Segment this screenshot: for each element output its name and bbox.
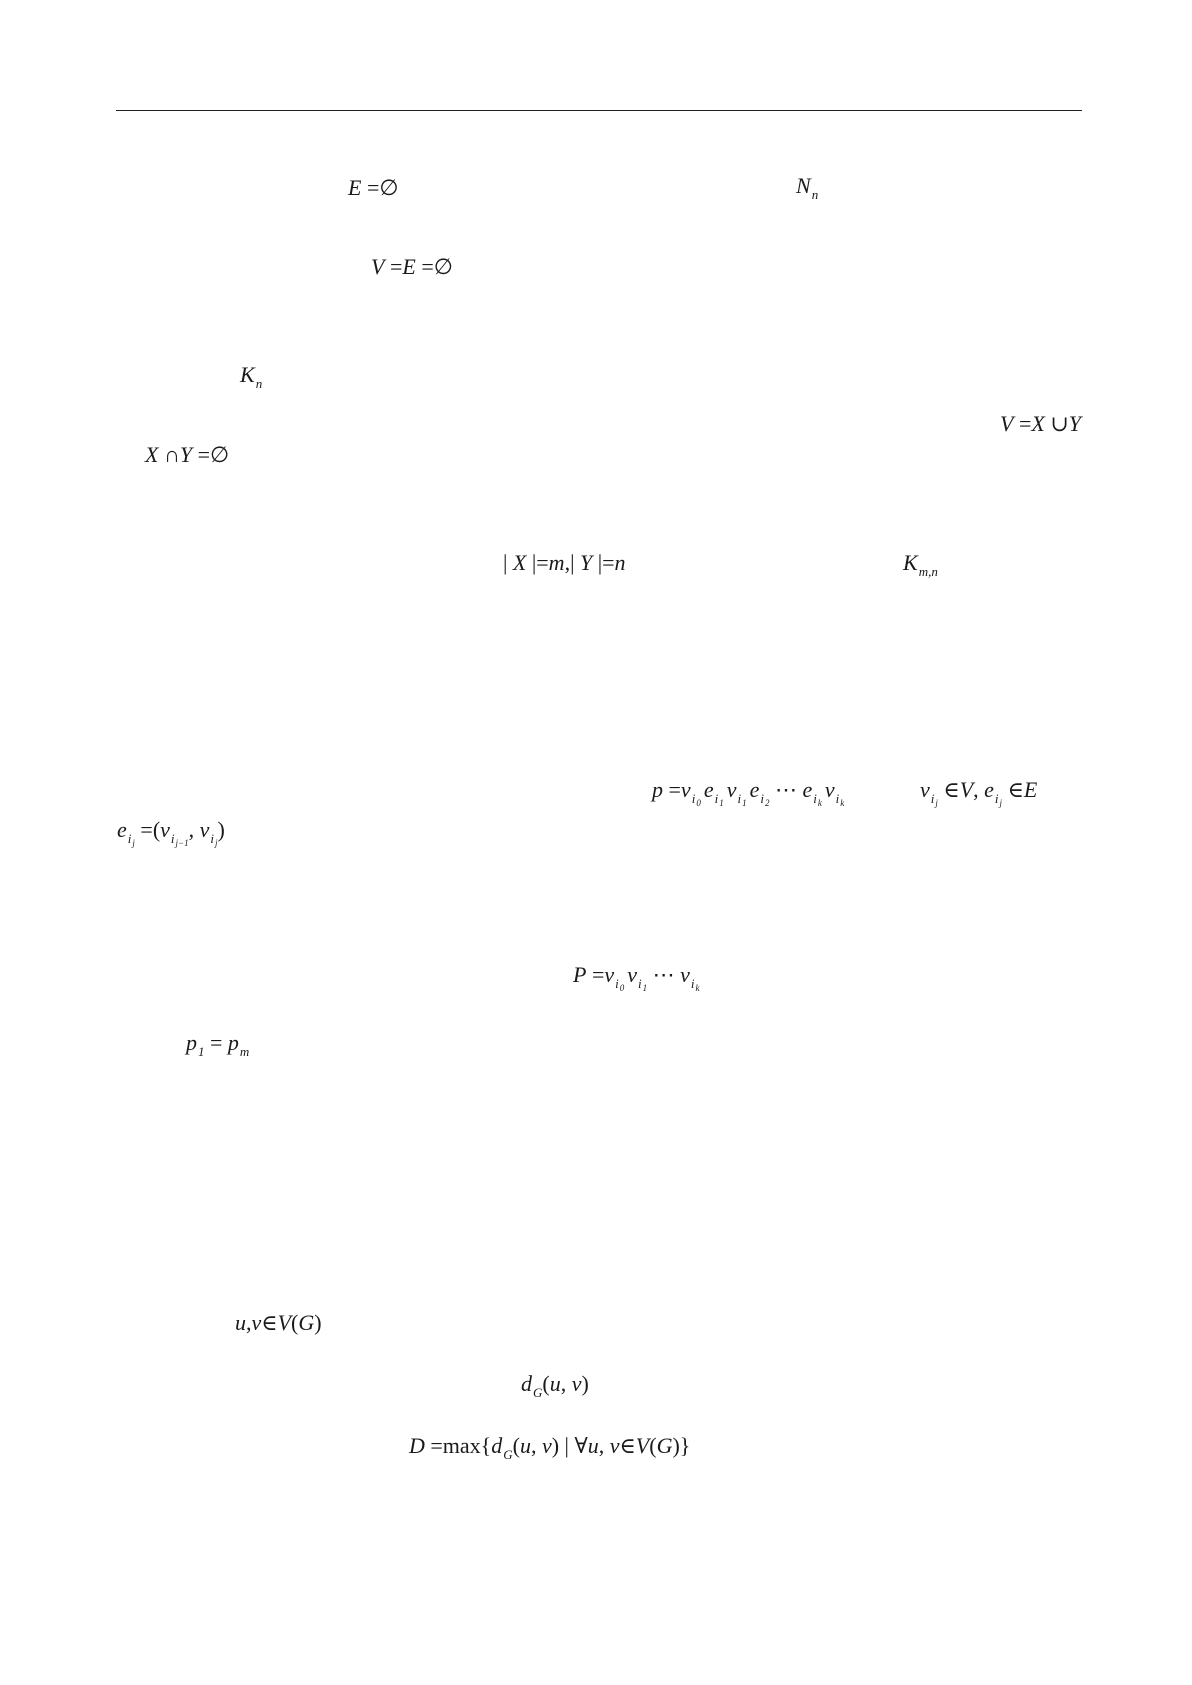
math-operator-symbol: ) [217, 817, 225, 842]
math-variable-symbol: K [240, 362, 255, 387]
formula-complete-bipartite [903, 550, 938, 579]
math-variable-symbol: v [571, 1371, 582, 1396]
math-subscript-text: G [503, 1447, 513, 1462]
math-variable [252, 1310, 262, 1336]
math-operator-symbol: ∈ [1002, 777, 1024, 802]
formula-walk-membership [920, 777, 1037, 807]
math-subscript-text: i [127, 831, 132, 846]
math-variable-symbol: P [573, 962, 587, 987]
math-subscript-text: i [737, 791, 742, 806]
math-variable [920, 777, 938, 807]
math-operator [314, 1310, 321, 1336]
math-subscript-text: i [994, 791, 999, 806]
math-subscript-text: m,n [918, 564, 938, 579]
math-sub-subscript: k [817, 798, 822, 808]
math-operator-symbol: | [503, 550, 513, 575]
math-subscript [210, 831, 217, 846]
math-subscript [503, 1447, 512, 1462]
formula-empty-edge-set [348, 175, 399, 201]
formula-empty-graph [371, 254, 453, 280]
math-operator [649, 1433, 656, 1459]
math-variable [1031, 411, 1044, 437]
math-variable [657, 1433, 673, 1459]
math-variable-symbol: u [587, 1433, 599, 1458]
math-variable [627, 962, 647, 992]
math-subscript-text: i [690, 976, 695, 991]
math-subscript-text: i [813, 791, 817, 806]
math-operator-symbol: ) [314, 1310, 322, 1335]
math-operator-symbol: , [560, 1371, 572, 1396]
math-variable-symbol: v [726, 777, 737, 802]
math-variable [145, 442, 158, 468]
math-subscript-text: 1 [198, 1044, 205, 1059]
math-variable-symbol: X [1031, 411, 1045, 436]
math-variable-symbol: u [549, 1371, 561, 1396]
math-subscript-text: i [638, 976, 642, 991]
formula-closed-walk [186, 1030, 249, 1059]
math-operator-symbol: ( [649, 1433, 657, 1458]
math-variable [580, 550, 592, 576]
math-operator-symbol: = [663, 777, 681, 802]
math-operator [1002, 777, 1024, 803]
math-subscript [240, 1044, 249, 1059]
math-variable-symbol: v [604, 962, 615, 987]
math-operator [261, 1310, 277, 1336]
math-variable [228, 1030, 249, 1059]
math-variable [278, 1310, 291, 1336]
math-operator [531, 1433, 542, 1459]
math-variable [572, 1371, 582, 1397]
math-operator [384, 254, 402, 280]
math-operator-symbol: ( [512, 1433, 520, 1458]
math-subscript-text: i [210, 831, 214, 846]
math-variable [409, 1433, 425, 1459]
math-operator [973, 777, 984, 803]
math-variable [573, 962, 586, 988]
math-variable [727, 777, 747, 807]
math-subscript [760, 791, 769, 806]
math-operator-symbol: ) | ∀ [551, 1433, 588, 1458]
math-operator-symbol: , [530, 1433, 542, 1458]
math-variable-symbol: n [614, 550, 626, 575]
math-variable [186, 1030, 205, 1059]
math-subscript-text: i [691, 791, 696, 806]
math-variable [1024, 777, 1037, 803]
formula-part-sizes [503, 550, 626, 576]
math-operator-symbol: =∅ [415, 254, 453, 279]
math-operator-symbol: ∩ [158, 442, 180, 467]
math-operator [291, 1310, 298, 1336]
math-operator-symbol: ∈ [619, 1433, 636, 1458]
math-operator [620, 1433, 636, 1459]
math-variable-symbol: E [348, 175, 362, 200]
math-variable-symbol: v [824, 777, 835, 802]
math-variable-symbol: e [749, 777, 760, 802]
math-operator [192, 442, 229, 468]
math-subscript [737, 791, 746, 806]
math-subscript-text: i [714, 791, 719, 806]
math-variable-symbol: u [235, 1310, 246, 1335]
math-sub-subscript: j [999, 798, 1003, 808]
math-operator-symbol: =∅ [192, 442, 230, 467]
math-variable [1069, 411, 1081, 437]
formula-null-graph [796, 173, 818, 202]
math-subscript-text: n [811, 187, 819, 202]
math-variable-symbol: v [160, 817, 170, 842]
math-subscript [256, 376, 263, 391]
math-operator [663, 777, 681, 803]
math-operator-symbol: ∈ [261, 1310, 278, 1335]
math-variable [549, 550, 565, 576]
math-operator [769, 777, 802, 803]
math-sub-subscript: 1 [719, 798, 724, 808]
math-variable-symbol: p [186, 1030, 197, 1055]
math-operator-symbol: ) [581, 1371, 589, 1396]
math-variable [825, 777, 844, 807]
math-variable [960, 777, 973, 803]
math-variable-symbol: v [920, 777, 930, 802]
math-operator [205, 1030, 228, 1056]
math-variable [200, 817, 218, 847]
math-operator [425, 1433, 491, 1459]
math-variable [615, 550, 626, 576]
math-operator [416, 254, 453, 280]
math-operator [938, 777, 960, 803]
math-operator [135, 817, 160, 843]
math-variable [636, 1433, 649, 1459]
math-variable-symbol: d [521, 1371, 532, 1396]
math-subscript [615, 976, 624, 991]
math-variable [520, 1433, 531, 1459]
math-operator [586, 962, 604, 988]
math-operator [526, 550, 548, 576]
math-subscript [171, 831, 189, 846]
math-operator-symbol: ⋯ [769, 777, 803, 802]
math-subscript-text: i [930, 791, 935, 806]
math-variable-symbol: v [199, 817, 210, 842]
math-variable [542, 1433, 552, 1459]
math-operator [561, 1371, 572, 1397]
math-variable [903, 550, 938, 579]
math-variable-symbol: E [402, 254, 416, 279]
math-variable-symbol: v [627, 962, 638, 987]
formula-vertex-pair [235, 1310, 322, 1336]
math-subscript-text: i [170, 831, 175, 846]
math-subscript [919, 564, 938, 579]
formula-disjoint-parts [145, 442, 229, 468]
math-operator-symbol: = [586, 962, 605, 987]
math-variable-symbol: e [984, 777, 994, 802]
math-variable-symbol: Y [579, 550, 593, 575]
math-variable [550, 1371, 561, 1397]
math-variable-symbol: Y [1068, 411, 1081, 436]
formula-complete-graph [240, 362, 262, 391]
math-operator-symbol: =( [134, 817, 161, 842]
formula-path [573, 962, 700, 992]
math-variable-symbol: G [298, 1310, 315, 1335]
math-variable [681, 777, 701, 807]
header-rule [116, 110, 1082, 111]
math-operator-symbol: ∪ [1044, 411, 1069, 436]
math-operator-symbol: ( [542, 1371, 550, 1396]
math-variable-symbol: v [680, 962, 690, 987]
formula-walk-edge [117, 817, 225, 847]
math-operator [552, 1433, 588, 1459]
math-variable-symbol: E [1023, 777, 1038, 802]
math-variable-symbol: v [680, 777, 691, 802]
math-variable [802, 777, 821, 807]
math-variable [491, 1433, 512, 1462]
math-variable [1000, 411, 1013, 437]
math-variable-symbol: p [227, 1030, 239, 1055]
math-sub-subscript: 2 [764, 798, 770, 808]
math-operator [218, 817, 225, 843]
math-subscript [638, 976, 647, 991]
math-operator-symbol: ∈ [937, 777, 960, 802]
math-variable-symbol: m [548, 550, 565, 575]
math-variable-symbol: v [609, 1433, 620, 1458]
math-variable [348, 175, 361, 201]
math-sub-subscript: 0 [696, 798, 701, 808]
math-operator-symbol: ( [291, 1310, 299, 1335]
math-variable [298, 1310, 314, 1336]
math-variable-symbol: e [703, 777, 714, 802]
math-operator-symbol: )} [672, 1433, 691, 1458]
math-variable-symbol: V [277, 1310, 292, 1335]
math-variable-symbol: V [959, 777, 974, 802]
math-variable [117, 817, 135, 847]
math-operator-symbol: |= [526, 550, 549, 575]
math-operator-symbol: =max{ [424, 1433, 492, 1458]
math-subscript [128, 831, 135, 846]
math-variable-symbol: V [371, 254, 385, 279]
math-variable-symbol: v [541, 1433, 552, 1458]
math-operator [361, 175, 398, 201]
math-subscript [692, 791, 701, 806]
math-subscript [836, 791, 845, 806]
math-variable-symbol: V [999, 411, 1014, 436]
math-sub-subscript: 0 [619, 983, 625, 993]
math-operator [1045, 411, 1069, 437]
math-variable-symbol: G [656, 1433, 673, 1458]
math-sub-subscript: 1 [642, 983, 648, 993]
math-variable-symbol: K [903, 550, 918, 575]
math-variable [402, 254, 415, 280]
math-operator [189, 817, 200, 843]
math-variable [521, 1371, 542, 1400]
math-operator [647, 962, 680, 988]
math-operator [513, 1433, 520, 1459]
math-operator [158, 442, 179, 468]
math-variable [180, 442, 192, 468]
math-variable-symbol: Y [179, 442, 193, 467]
math-subscript [715, 791, 724, 806]
math-variable-symbol: X [512, 550, 527, 575]
math-operator-symbol: |= [592, 550, 615, 575]
math-sub-subscript: k [695, 983, 700, 993]
math-operator [592, 550, 614, 576]
math-subscript [995, 791, 1002, 806]
math-variable [371, 254, 384, 280]
math-subscript [812, 187, 819, 202]
math-operator [672, 1433, 690, 1459]
formula-vertex-partition [1000, 411, 1081, 437]
math-subscript [533, 1385, 542, 1400]
math-variable [652, 777, 663, 803]
math-sub-subscript: k [840, 798, 845, 808]
math-operator-symbol: = [1013, 411, 1032, 436]
math-variable [704, 777, 724, 807]
math-subscript-text: n [255, 376, 263, 391]
formula-diameter [409, 1433, 690, 1462]
math-operator-symbol: ,| [564, 550, 580, 575]
math-variable [680, 962, 699, 992]
math-subscript-text: m [239, 1044, 250, 1059]
math-operator [599, 1433, 610, 1459]
math-operator [565, 550, 580, 576]
math-variable [796, 173, 818, 202]
math-variable [750, 777, 770, 807]
math-variable [984, 777, 1002, 807]
math-subscript-text: G [533, 1385, 543, 1400]
math-sub-subscript: j−1 [175, 838, 189, 848]
math-operator-symbol: , [973, 777, 985, 802]
math-variable [160, 817, 188, 847]
math-operator [503, 550, 513, 576]
math-variable-symbol: e [117, 817, 127, 842]
math-variable-symbol: D [409, 1433, 425, 1458]
math-variable-symbol: d [491, 1433, 503, 1458]
math-operator-symbol: , [598, 1433, 610, 1458]
math-variable [604, 962, 624, 992]
math-sub-subscript: j [935, 798, 938, 808]
math-subscript [813, 791, 822, 806]
math-variable-symbol: e [802, 777, 813, 802]
math-subscript [931, 791, 938, 806]
math-operator [542, 1371, 549, 1397]
math-subscript-text: i [835, 791, 840, 806]
math-variable-symbol: X [145, 442, 159, 467]
math-subscript [691, 976, 700, 991]
formula-distance [521, 1371, 589, 1400]
math-variable-symbol: p [652, 777, 663, 802]
math-variable-symbol: v [251, 1310, 262, 1335]
math-sub-subscript: 1 [742, 798, 747, 808]
math-variable [513, 550, 526, 576]
math-variable [588, 1433, 599, 1459]
math-operator-symbol: =∅ [361, 175, 399, 200]
math-variable [235, 1310, 246, 1336]
math-subscript [198, 1044, 205, 1059]
math-variable [240, 362, 262, 391]
math-operator-symbol: = [384, 254, 403, 279]
math-operator-symbol: = [204, 1030, 228, 1055]
math-operator-symbol: , [246, 1310, 252, 1335]
math-variable-symbol: V [635, 1433, 650, 1458]
math-variable-symbol: N [796, 173, 811, 198]
math-subscript-text: i [760, 791, 764, 806]
math-operator [581, 1371, 588, 1397]
math-sub-subscript: j [215, 838, 218, 848]
math-operator [1013, 411, 1031, 437]
math-variable-symbol: u [519, 1433, 531, 1458]
math-operator-symbol: , [188, 817, 200, 842]
math-operator-symbol: ⋯ [647, 962, 681, 987]
math-variable [610, 1433, 620, 1459]
math-sub-subscript: j [132, 838, 135, 848]
formula-walk [652, 777, 844, 807]
math-subscript-text: i [615, 976, 619, 991]
